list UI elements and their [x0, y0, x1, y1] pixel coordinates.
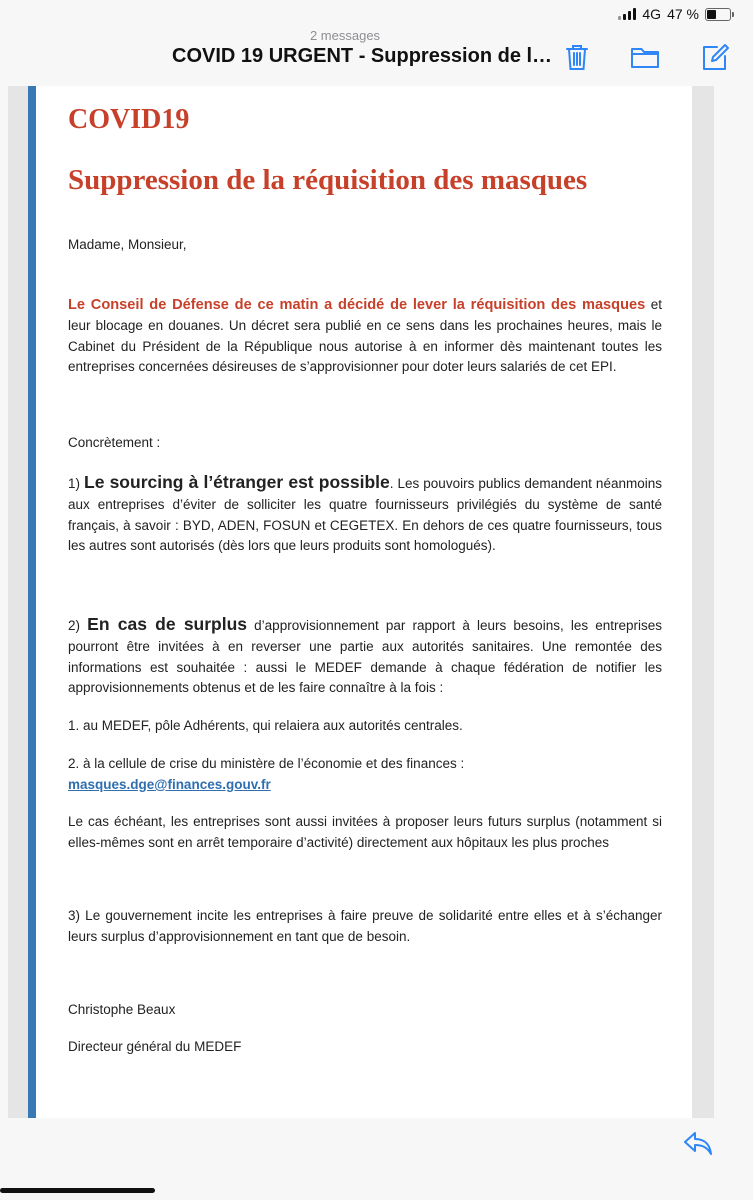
item-2: 2. à la cellule de crise du ministère de l’économie et des finances : masques.dge@finances.gouv.fr [68, 756, 465, 792]
point-1-bold: Le sourcing à l’étranger est possible [84, 472, 390, 492]
point-1-text: . Les pouvoirs publics demandent néanmoins aux entreprises d’éviter de solliciter les quatre fournisseurs privilégiés du système de santé français, à savoir : BYD, ADEN, FOSUN et CEGETEX. En dehors de ces quatre fournisseurs, tous les autres sont autorisés (dès lors que leurs produits sont homologués). [68, 476, 662, 554]
mail-header [0, 28, 753, 86]
compose-icon[interactable] [700, 42, 730, 72]
intro-paragraph [68, 295, 662, 378]
point-3: 3) Le gouvernement incite les entreprises à faire preuve de solidarité entre elles et à s’échanger leurs surplus d’approvisionnement en tant que de besoin. [68, 908, 662, 944]
subject-title: COVID 19 URGENT - Suppression de l… [172, 45, 553, 67]
folder-icon[interactable] [630, 42, 660, 72]
point-2-text: d’approvisionnement par rapport à leurs besoins, les entreprises pourront être invitées à en reverser une partie aux autorités sanitaires. Une remontée des informations est souhaitée : aussi le MEDEF demande à chaque fédération de notifier les approvisionnements obtenus et de les faire connaître à la fois : [68, 618, 662, 696]
intro-text: et leur blocage en douanes. Un décret sera publié en ce sens dans les prochaines heures, mais le Cabinet du Président de la République nous autorise à en informer dès maintenant toutes les entreprises concernées désireuses de s’approvisionner pour doter leurs salariés de cet EPI. [68, 297, 662, 375]
signal-icon [618, 8, 636, 20]
intro-bold: Le Conseil de Défense de ce matin a décidé de lever la réquisition des masques [68, 297, 646, 313]
email-title: COVID19 [68, 104, 190, 135]
accent-bar [28, 86, 36, 1118]
cas-paragraph: Le cas échéant, les entreprises sont aussi invitées à proposer leurs futurs surplus (notamment si elles-mêmes sont en arrêt temporaire d’activité) directement aux hôpitaux les plus proches [68, 814, 662, 850]
battery-icon [705, 8, 731, 21]
status-right [618, 6, 731, 22]
battery-percent: 47 % [667, 6, 699, 22]
point-2-bold: En cas de surplus [87, 614, 248, 634]
signature-title: Directeur général du MEDEF [68, 1039, 242, 1054]
status-bar [0, 0, 753, 28]
reply-icon[interactable] [682, 1130, 714, 1158]
point-1: 1) Le sourcing à l’étranger est possible. Les pouvoirs publics demandent néanmoins aux entreprises d’éviter de solliciter les quatre fournisseurs privilégiés du système de santé français, à savoir : BYD, ADEN, FOSUN et CEGETEX. En dehors de ces quatre fournisseurs, tous les autres sont autorisés (dès lors que leurs produits sont homologués). [68, 472, 662, 554]
greeting: Madame, Monsieur, [68, 237, 187, 252]
item-1: 1. au MEDEF, pôle Adhérents, qui relaiera aux autorités centrales. [68, 718, 463, 733]
email-headline: Suppression de la réquisition des masques [68, 164, 588, 196]
point-2: 2) En cas de surplus d’approvisionnement par rapport à leurs besoins, les entreprises pourront être invitées à en reverser une partie aux autorités sanitaires. Une remontée des informations est souhaitée : aussi le MEDEF demande à chaque fédération de notifier les approvisionnements obtenus et de les faire connaître à la fois : [68, 614, 662, 696]
battery-fill [707, 10, 716, 19]
network-label: 4G [642, 6, 662, 22]
email-link[interactable]: masques.dge@finances.gouv.fr [68, 776, 271, 792]
home-indicator [0, 1188, 155, 1193]
message-count: 2 messages [309, 28, 381, 43]
signature-name: Christophe Beaux [68, 1002, 176, 1017]
trash-icon[interactable] [562, 42, 592, 72]
concretement: Concrètement : [68, 435, 161, 450]
